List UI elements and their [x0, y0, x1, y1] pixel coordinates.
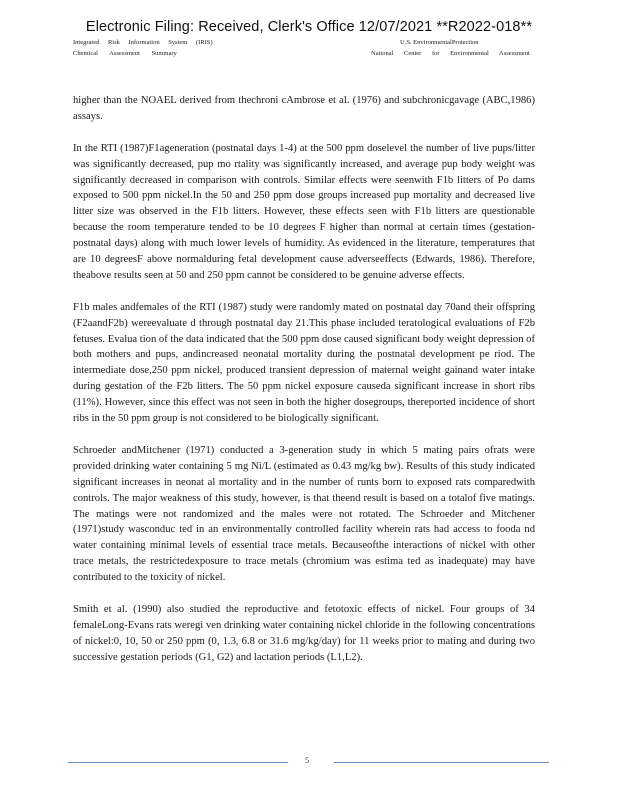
filing-stamp: Electronic Filing: Received, Clerk's Office 12/07/2021 **R2022-018**: [85, 19, 533, 35]
header-left-line1: Integrated Risk Information System (IRIS): [73, 39, 213, 46]
footer-rule-left: [68, 762, 288, 763]
header-right-line1: U.S. EnvironmentalProtection: [400, 39, 479, 46]
paragraph-rti-f1: In the RTI (1987)F1ageneration (postnatal days 1-4) at the 500 ppm doselevel the number of live pups/litter was significantly decreased, pup mo rtality was significantly increased, and average pup body weight was significantly decreased in comparison with controls. Similar effects were seenwith F1b litters of Po dams exposed to 500 ppm nickel.In the 50 and 250 ppm dose groups increased pup mortality and decreased live litter size was observed in the F1b litters. However, these effects seen with F1b litters are questionable because the room temperature tended to be 10 degrees F higher than normal at certain times (gestation-postnatal days) along with much lower levels of humidity. As evidenced in the literature, temperatures that are 10 degreesF above normalduring fetal development cause adverseeffects (Edwards, 1986). Therefore, theabove results seen at 50 and 250 ppm cannot be considered to be genuine adverse effects.: [73, 142, 535, 281]
paragraph-rti-f2: F1b males andfemales of the RTI (1987) study were randomly mated on postnatal day 70and their offspring (F2aandF2b) wereevaluate d through postnatal day 21.This phase included teratological evaluations of F2b fetuses. Evalua tion of the data indicated that the 500 ppm dose caused significant body weight depression of both mothers and pups, andincreased neonatal mortality during the postnatal development pe riod. The intermediate dose,250 ppm nickel, produced transient depression of maternal weight gainand water intake during gestation of the F2b litters. The 50 ppm nickel exposure causeda significant increase in short ribs (11%). However, since this effect was not seen in both the higher dosegroups, thereported incidence of short ribs in the 50 ppm group is not considered to be biologically significant.: [73, 301, 535, 425]
footer-rule-right: [334, 762, 549, 763]
header-left-line2: Chemical Assessment Summary: [73, 50, 177, 57]
paragraph-smith: Smith et al. (1990) also studied the reproductive and fetotoxic effects of nickel. Four groups of 34 femaleLong-Evans rats weregi ven drinking water containing nickel chloride in the following concentrations of nickel:0, 10, 50 or 250 ppm (0, 1.3, 6.8 or 31.6 mg/kg/day) for 11 weeks prior to mating and during two successive gestation periods (G1, G2) and lactation periods (L1,L2).: [73, 603, 535, 663]
body-text: [73, 93, 535, 681]
page-number: 5: [305, 756, 309, 765]
header-right-line2: National Center for Environmental Assessment: [371, 50, 530, 57]
paragraph-continuation: higher than the NOAEL derived from thechroni cAmbrose et al. (1976) and subchronicgavage (ABC,1986) assays.: [73, 95, 535, 122]
paragraph-schroeder: Schroeder andMitchener (1971) conducted a 3-generation study in which 5 mating pairs ofrats were provided drinking water containing 5 mg Ni/L (estimated as 0.43 mg/kg bw). Results of this study indicated significant increases in neonat al mortality and in the number of runts born to exposed rats comparedwith controls. The major weakness of this study, however, is that theend result is based on a totalof five matings. The matings were not randomized and the males were not rotated. The Schroeder and Mitchener (1971)study wasconduc ted in an environmentally controlled facility wherein rats had access to fooda nd water containing minimal levels of essential trace metals. Becauseofthe interactions of nickel with other trace metals, the restrictedexposure to trace metals (chromium was estima ted as inadequate) may have contributed to the toxicity of nickel.: [73, 444, 535, 584]
